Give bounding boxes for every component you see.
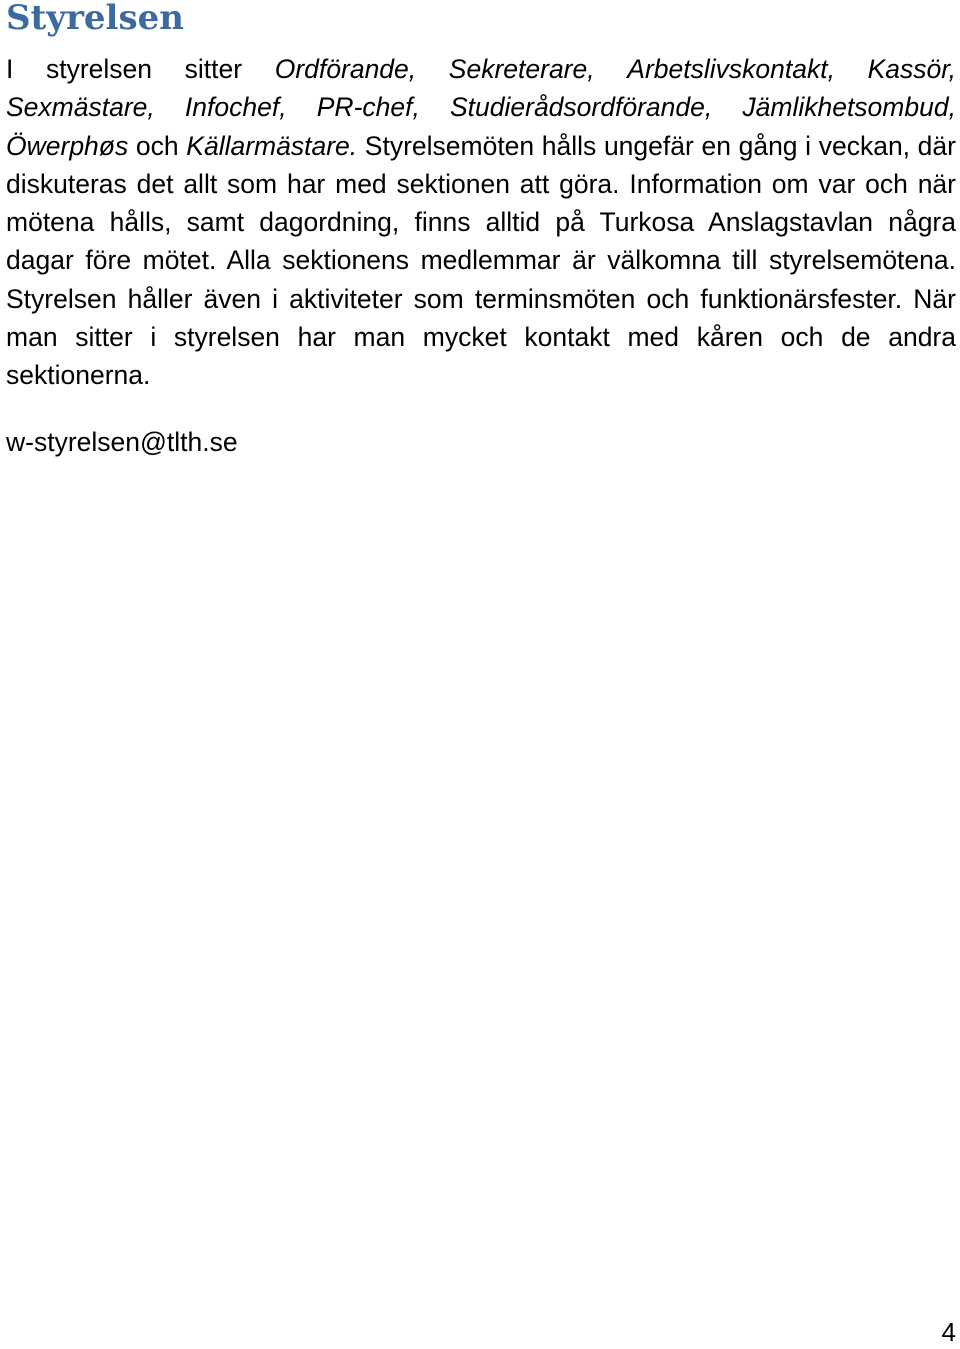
role-equality-officer: Jämlikhetsombud, [742, 92, 956, 123]
role-secretary: Sekreterare, [448, 54, 595, 84]
paragraph-intro: I styrelsen sitter [6, 54, 243, 84]
role-treasurer: Kassör, [867, 54, 956, 84]
section-heading: Styrelsen [6, 0, 184, 38]
paragraph-conjunction: och [135, 130, 179, 161]
role-owerphos: Öwerphøs [6, 130, 129, 161]
role-career-contact: Arbetslivskontakt, [627, 54, 835, 84]
role-party-master: Sexmästare, [6, 92, 155, 123]
contact-email: w-styrelsen@tlth.se [6, 427, 238, 457]
role-chair: Ordförande, [274, 54, 417, 84]
role-info-chief: Infochef, [184, 92, 287, 123]
paragraph-rest: Styrelsemöten hålls ungefär en gång i veckan, där diskuteras det allt som har med sektionen att göra. Information om var och när mötena hålls, samt dagordning, finns alltid på Turkosa Anslagstavlan några dagar före mötet. Alla sektionens medlemmar är välkomna till styrelsemötena. Styrelsen håller även i aktiviteter som terminsmöten och funktionärsfester. När man sitter i styrelsen har man mycket kontakt med kåren och de andra sektionerna. [6, 130, 956, 391]
section-paragraph [6, 50, 956, 395]
page-number: 4 [941, 1317, 956, 1347]
role-pr-chief: PR-chef, [316, 92, 420, 123]
role-cellar-master: Källarmästare. [186, 130, 358, 161]
role-study-council-chair: Studierådsordförande, [449, 92, 713, 123]
